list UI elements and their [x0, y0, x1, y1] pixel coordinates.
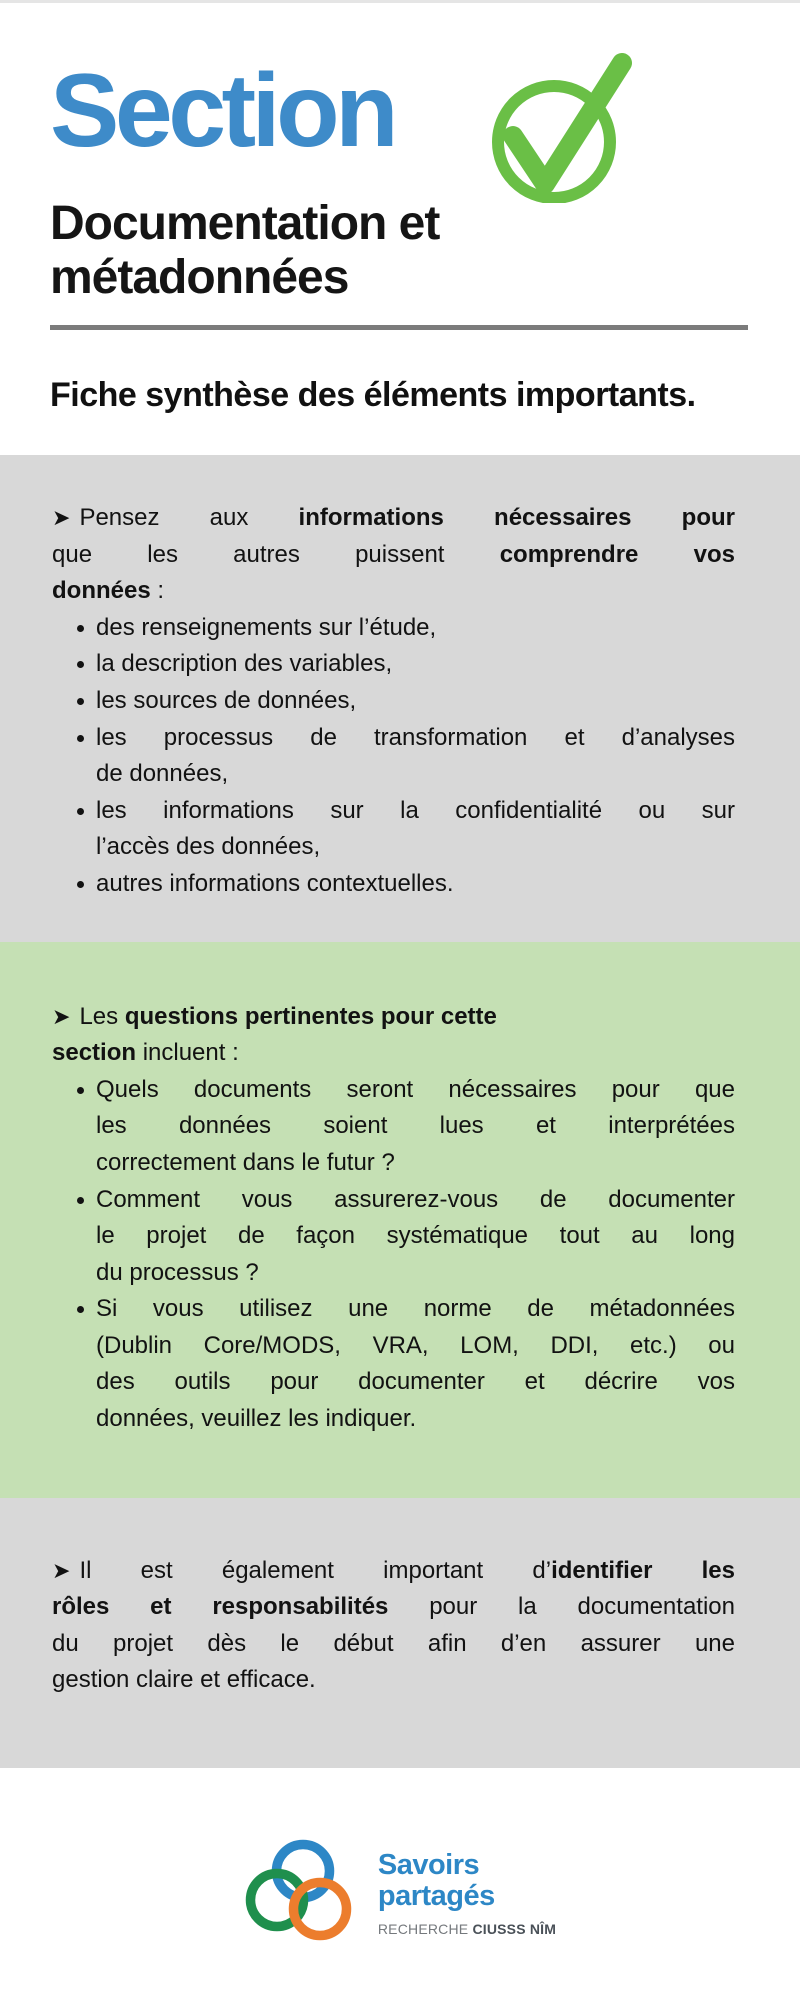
divider-rule	[50, 325, 748, 330]
bullet-line	[96, 610, 735, 647]
body-text: du processus ?	[96, 1258, 259, 1286]
body-text: les informations sur la confidentialité ou sur	[96, 796, 735, 824]
document-subtitle: Documentation et métadonnées	[50, 197, 440, 304]
bullet-line	[96, 1072, 735, 1109]
lead-line	[52, 500, 735, 537]
lead-line	[52, 1035, 735, 1072]
footer-logo	[0, 1838, 800, 1942]
bullet-line	[96, 683, 735, 720]
body-text: l’accès des données,	[96, 833, 321, 861]
body-text: Pensez aux	[79, 504, 299, 531]
interlocking-rings-logo-icon	[244, 1838, 354, 1942]
lead-line	[52, 1589, 735, 1626]
bullet-line	[96, 1182, 735, 1219]
lead-paragraph	[52, 500, 735, 610]
lead-line	[52, 1626, 735, 1663]
bullet-line	[96, 1328, 735, 1365]
emphasis-text: section	[52, 1039, 137, 1067]
logo-wordmark-line1: Savoirs	[377, 1849, 480, 1882]
bullet-line	[96, 646, 735, 683]
body-text: :	[150, 577, 165, 605]
arrow-bullet-icon: ➤	[52, 1557, 71, 1583]
body-text: Il est également important d’	[79, 1556, 552, 1584]
bullet-list	[52, 1072, 735, 1438]
section-informations-necessaires	[0, 455, 800, 942]
bullet-item	[52, 720, 735, 793]
check-circle-icon	[485, 53, 635, 203]
body-text: des renseignements sur l’étude,	[96, 613, 437, 641]
research-org: CIUSSS NÎM	[472, 1921, 557, 1938]
bullet-line	[96, 1145, 735, 1182]
body-text: des outils pour documenter et décrire vos	[96, 1368, 735, 1396]
lead-line	[52, 537, 735, 574]
emphasis-text: données	[52, 577, 151, 605]
emphasis-text: informations nécessaires pour	[298, 504, 735, 531]
body-text: les sources de données,	[96, 686, 357, 714]
body-text: (Dublin Core/MODS, VRA, LOM, DDI, etc.) ou	[96, 1331, 735, 1359]
logo-research-line	[378, 1921, 556, 1937]
body-text: du projet dès le début afin d’en assurer une	[52, 1629, 735, 1657]
bullet-item	[52, 1182, 735, 1292]
lead-line	[52, 1553, 735, 1590]
research-label: RECHERCHE	[377, 1921, 473, 1938]
header	[0, 3, 800, 416]
body-text: la description des variables,	[96, 650, 393, 678]
lead-line	[52, 999, 735, 1036]
bullet-item	[52, 610, 735, 647]
bullet-line	[96, 1255, 735, 1292]
body-text: autres informations contextuelles.	[96, 869, 454, 897]
body-text: Quels documents seront nécessaires pour que	[96, 1075, 735, 1103]
bullet-line	[96, 1291, 735, 1328]
body-text: Les	[79, 1002, 125, 1030]
lead-line	[52, 1662, 735, 1699]
bullet-item	[52, 683, 735, 720]
logo-wordmark-line2: partagés	[377, 1880, 495, 1913]
body-text: Comment vous assurerez-vous de documenter	[96, 1185, 735, 1213]
check-icon	[485, 53, 635, 203]
bullet-item	[52, 793, 735, 866]
page-title: Section	[50, 53, 395, 169]
body-text: le projet de façon systématique tout au long	[96, 1222, 735, 1250]
bullet-line	[96, 866, 735, 903]
arrow-bullet-icon: ➤	[52, 1003, 71, 1029]
body-text: de données,	[96, 760, 229, 788]
bullet-line	[96, 1218, 735, 1255]
body-text: que les autres puissent	[52, 540, 500, 568]
section-roles-responsabilites	[0, 1498, 800, 1768]
bullet-line	[96, 829, 735, 866]
bullet-item	[52, 646, 735, 683]
section-questions-pertinentes	[0, 942, 800, 1498]
logo-text-block	[378, 1838, 556, 1937]
bullet-line	[96, 1364, 735, 1401]
body-text: données, veuillez les indiquer.	[96, 1405, 417, 1433]
tagline: Fiche synthèse des éléments importants.	[50, 376, 696, 414]
lead-paragraph	[52, 1553, 735, 1699]
emphasis-text: identifier les	[551, 1556, 735, 1584]
body-text: les processus de transformation et d’analyses	[96, 723, 735, 751]
bullet-line	[96, 793, 735, 830]
arrow-bullet-icon: ➤	[52, 505, 71, 530]
bullet-item	[52, 1291, 735, 1437]
emphasis-text: questions pertinentes pour cette	[124, 1002, 497, 1030]
bullet-line	[96, 756, 735, 793]
body-text: Si vous utilisez une norme de métadonnées	[96, 1295, 735, 1323]
lead-paragraph	[52, 999, 735, 1072]
emphasis-text: rôles et responsabilités	[52, 1593, 389, 1621]
bullet-line	[96, 1108, 735, 1145]
emphasis-text: comprendre vos	[499, 540, 735, 568]
body-text: incluent :	[136, 1039, 239, 1067]
body-text: pour la documentation	[388, 1593, 735, 1621]
lead-line	[52, 573, 735, 610]
body-text: les données soient lues et interprétées	[96, 1112, 735, 1140]
body-text: gestion claire et efficace.	[52, 1666, 316, 1694]
bullet-item	[52, 1072, 735, 1182]
bullet-line	[96, 720, 735, 757]
bullet-line	[96, 1401, 735, 1438]
bullet-list	[52, 610, 735, 903]
bullet-item	[52, 866, 735, 903]
body-text: correctement dans le futur ?	[96, 1148, 395, 1176]
